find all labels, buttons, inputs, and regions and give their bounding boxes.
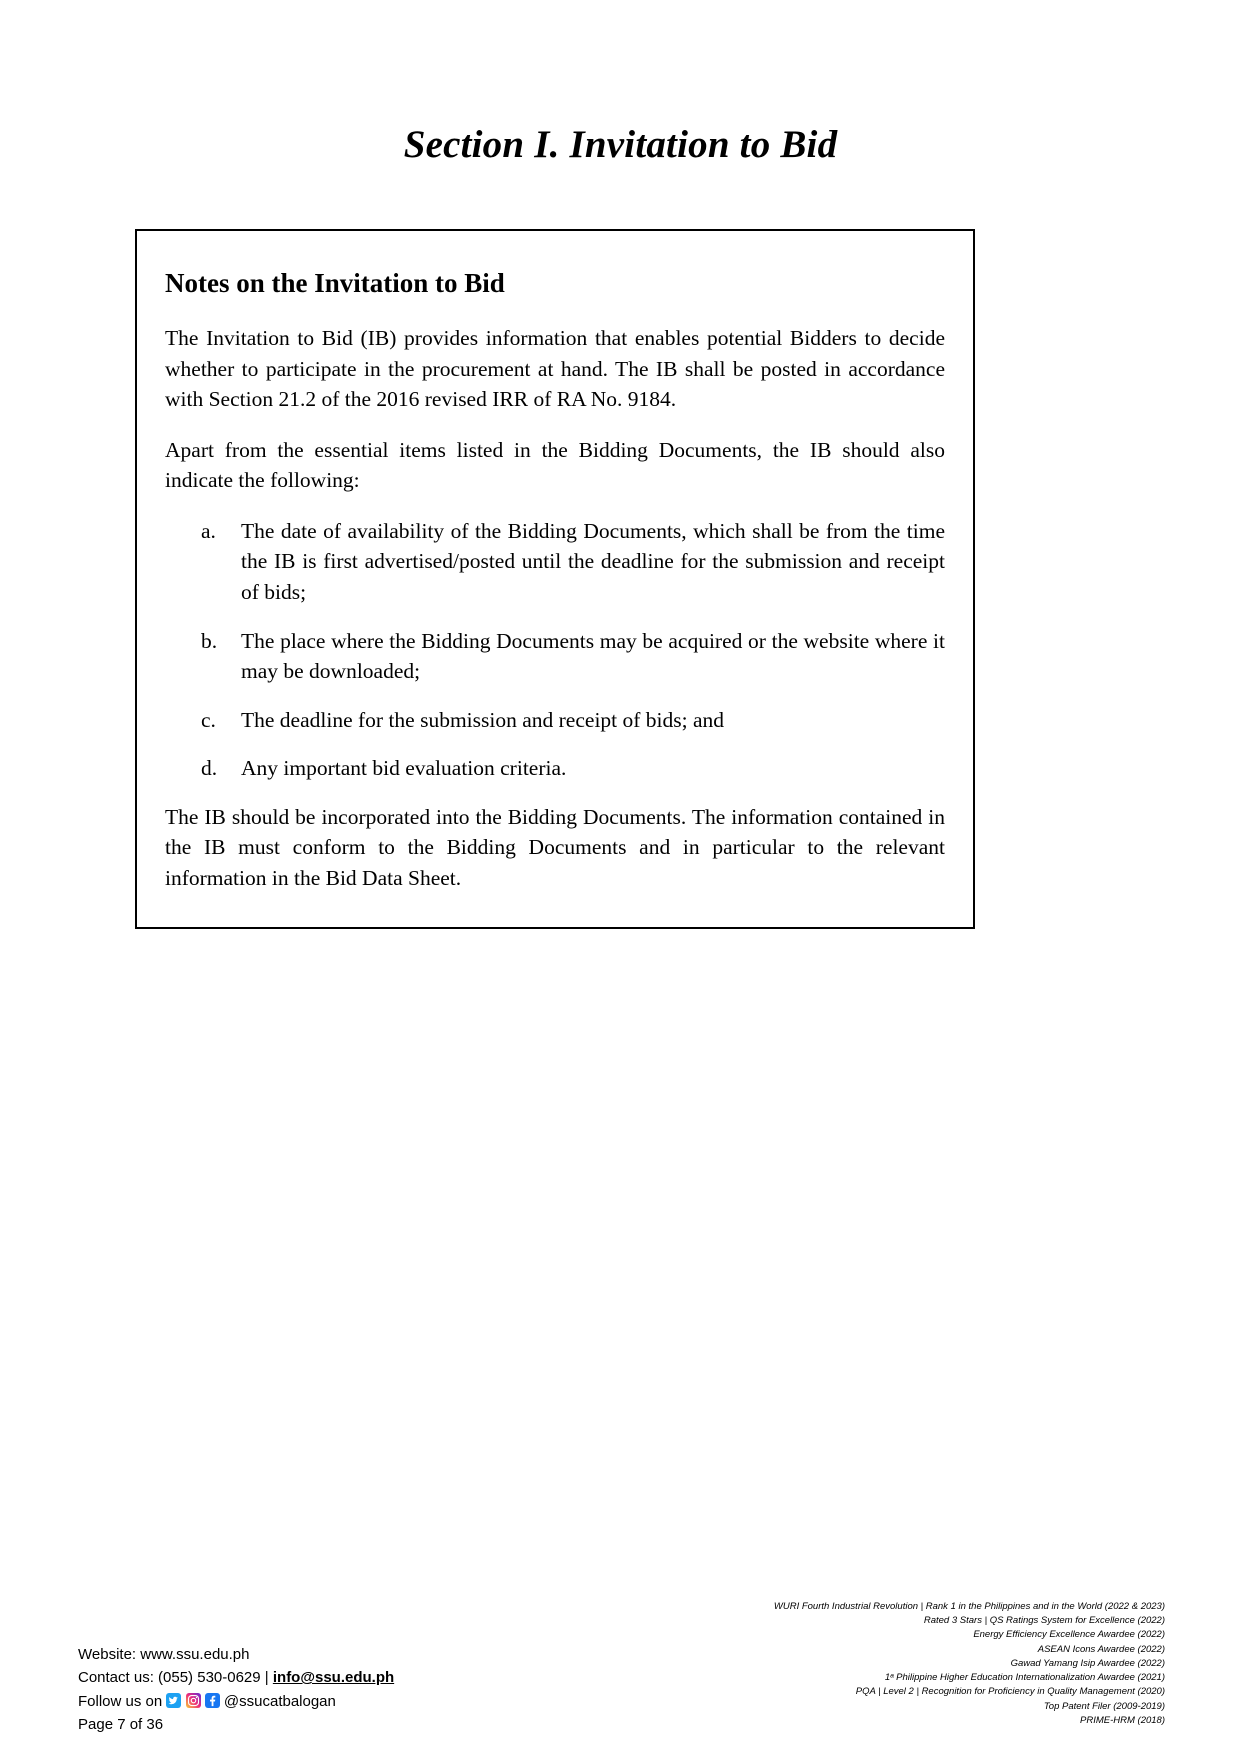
- list-item-text: The place where the Bidding Documents may be acquired or the website where it may be downloaded;: [241, 628, 945, 684]
- notes-heading: Notes on the Invitation to Bid: [165, 268, 505, 298]
- award-line: Energy Efficiency Excellence Awardee (2022): [973, 1629, 1165, 1641]
- footer-email-link[interactable]: info@ssu.edu.ph: [272, 1669, 395, 1687]
- list-item: [165, 516, 945, 608]
- notes-paragraph-1: The Invitation to Bid (IB) provides information that enables potential Bidders to decide whether to participate in the procurement at hand. The IB shall be posted in accordance with Section 21.2 of the 2016 revised IRR of RA No. 9184.: [165, 326, 945, 412]
- list-item: [165, 705, 945, 736]
- footer-contact-row: [78, 1666, 394, 1689]
- footer-website: Website: www.ssu.edu.ph: [78, 1646, 250, 1663]
- award-line: PRIME-HRM (2018): [1080, 1714, 1165, 1726]
- notes-box: [135, 229, 975, 929]
- notes-paragraph-3: The IB should be incorporated into the Bidding Documents. The information contained in the IB must conform to the Bidding Documents and in particular to the relevant information in the Bid Data Sheet.: [165, 804, 945, 890]
- list-item-marker: b.: [201, 628, 218, 653]
- facebook-icon[interactable]: [205, 1693, 220, 1708]
- list-item: [165, 626, 945, 687]
- list-item: [165, 753, 945, 784]
- footer-social-handle: @ssucatbalogan: [223, 1692, 336, 1710]
- list-item-text: The date of availability of the Bidding Documents, which shall be from the time the IB is first advertised/posted until the deadline for the submission and receipt of bids;: [241, 518, 945, 604]
- award-line: WURI Fourth Industrial Revolution | Rank 1 in the Philippines and in the World (2022 & 2023): [773, 1600, 1165, 1612]
- list-item-text: Any important bid evaluation criteria.: [241, 756, 567, 781]
- footer-social-row: [78, 1690, 394, 1713]
- page-title: Section I. Invitation to Bid: [403, 123, 838, 166]
- award-line: 1ᵃ Philippine Higher Education Internationalization Awardee (2021): [884, 1672, 1165, 1683]
- list-item-marker: d.: [201, 756, 218, 781]
- award-line: Rated 3 Stars | QS Ratings System for Excellence (2022): [923, 1615, 1165, 1626]
- footer-follow-label: Follow us on: [78, 1692, 163, 1710]
- award-line: ASEAN Icons Awardee (2022): [1037, 1643, 1165, 1655]
- list-item-marker: c.: [201, 707, 216, 732]
- notes-paragraph-2: Apart from the essential items listed in the Bidding Documents, the IB should also indicate the following:: [165, 437, 945, 493]
- notes-item-list: [165, 516, 945, 784]
- award-line: PQA | Level 2 | Recognition for Proficiency in Quality Management (2020): [855, 1686, 1165, 1698]
- page-footer: [0, 1600, 1241, 1754]
- footer-page-number: Page 7 of 36: [78, 1715, 164, 1733]
- footer-awards-block: [774, 1600, 1165, 1728]
- list-item-text: The deadline for the submission and receipt of bids; and: [241, 707, 725, 732]
- award-line: Top Patent Filer (2009-2019): [1043, 1700, 1165, 1712]
- award-line: Gawad Yamang Isip Awardee (2022): [1010, 1657, 1165, 1669]
- footer-contact-prefix: Contact us: (055) 530-0629 |: [78, 1669, 273, 1687]
- list-item-marker: a.: [201, 518, 216, 543]
- footer-contact-block: [78, 1643, 394, 1736]
- twitter-icon[interactable]: [166, 1693, 181, 1708]
- instagram-icon[interactable]: [186, 1693, 201, 1708]
